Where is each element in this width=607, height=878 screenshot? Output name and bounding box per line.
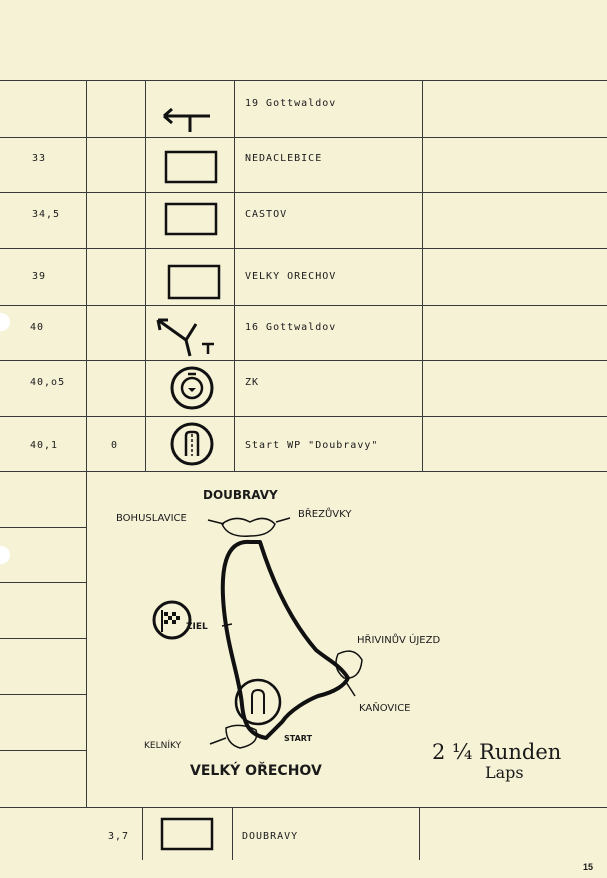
- route-map: [140, 500, 400, 760]
- row-instruction-text: ZK: [245, 377, 260, 388]
- punch-hole: [0, 546, 10, 564]
- margin-rule: [0, 750, 86, 751]
- column-divider: [142, 807, 143, 860]
- column-divider: [86, 80, 87, 807]
- row-divider: [0, 80, 607, 81]
- margin-rule: [0, 527, 86, 528]
- row-instruction-text: DOUBRAVY: [242, 831, 299, 842]
- map-label-kanovice: KAŇOVICE: [359, 703, 411, 714]
- row-partial-km: 3,7: [108, 831, 130, 842]
- row-instruction-text: NEDACLEBICE: [245, 153, 323, 164]
- map-label-bohuslavice: BOHUSLAVICE: [116, 513, 187, 524]
- map-label-start: START: [284, 734, 313, 743]
- row-instruction-text: CASTOV: [245, 209, 288, 220]
- row-km: 34,5: [32, 209, 61, 220]
- row-divider: [0, 807, 607, 808]
- map-label-brezuvky: BŘEZŮVKY: [298, 509, 352, 520]
- row-km: 39: [32, 271, 47, 282]
- map-label-doubravy: DOUBRAVY: [203, 488, 278, 502]
- punch-hole: [0, 313, 10, 331]
- column-divider: [145, 80, 146, 471]
- row-km: 33: [32, 153, 47, 164]
- place-box-icon: [167, 264, 223, 300]
- place-box-icon: [160, 817, 216, 853]
- margin-rule: [0, 582, 86, 583]
- row-instruction-text: 19 Gottwaldov: [245, 98, 337, 109]
- row-divider: [0, 137, 607, 138]
- map-label-hrivinuv-ujezd: HŘIVINŮV ÚJEZD: [357, 635, 441, 646]
- column-divider: [419, 807, 420, 860]
- map-label-velky-orechov: VELKÝ OŘECHOV: [190, 763, 322, 779]
- row-km: 40,1: [30, 440, 59, 451]
- special-stage-icon: [168, 420, 216, 468]
- row-instruction-text: 16 Gottwaldov: [245, 322, 337, 333]
- row-divider: [0, 471, 607, 472]
- margin-rule: [0, 638, 86, 639]
- map-label-ziel: ZIEL: [186, 622, 208, 632]
- place-box-icon: [164, 150, 220, 186]
- row-km: 40,o5: [30, 377, 66, 388]
- place-box-icon: [164, 202, 220, 238]
- time-control-icon: [168, 364, 216, 412]
- laps-note: 2 ¼ Runden: [432, 740, 562, 764]
- turn-left-t-icon: [160, 104, 216, 134]
- row-divider: [0, 248, 607, 249]
- map-label-kelniky: KELNÍKY: [144, 741, 182, 751]
- row-km: 40: [30, 322, 45, 333]
- row-instruction-text: Start WP "Doubravy": [245, 440, 379, 451]
- row-divider: [0, 416, 607, 417]
- margin-rule: [0, 694, 86, 695]
- row-partial-km: 0: [111, 440, 119, 451]
- row-divider: [0, 305, 607, 306]
- column-divider: [232, 807, 233, 860]
- fork-left-icon: [152, 314, 222, 358]
- column-divider: [234, 80, 235, 471]
- row-instruction-text: VELKY ORECHOV: [245, 271, 337, 282]
- page-number: 15: [582, 862, 593, 872]
- row-divider: [0, 192, 607, 193]
- column-divider: [422, 80, 423, 471]
- laps-note-english: Laps: [485, 763, 524, 782]
- row-divider: [0, 360, 607, 361]
